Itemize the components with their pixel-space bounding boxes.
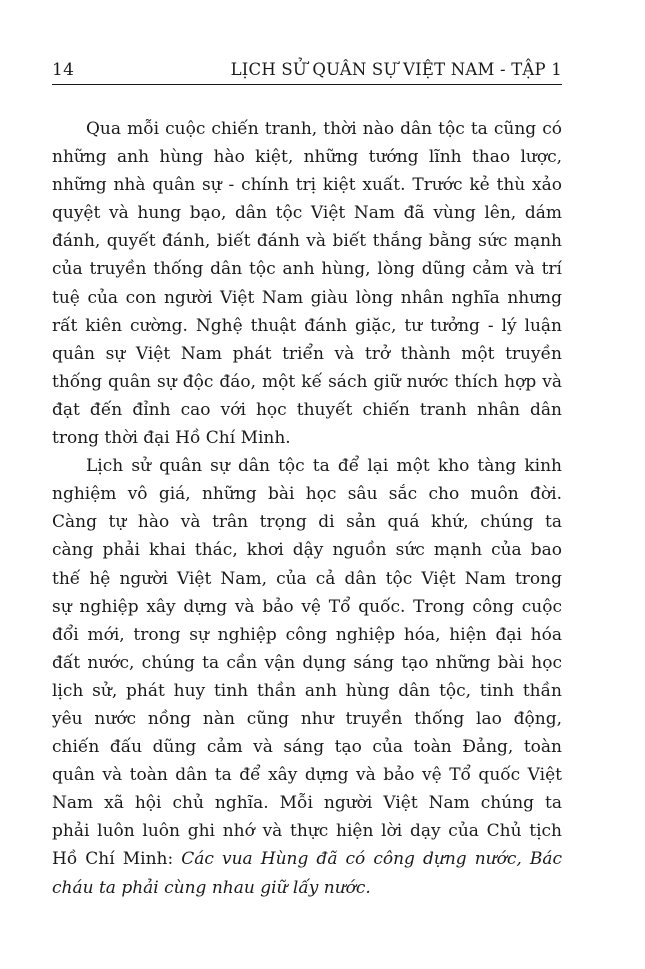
text-line: đất nước, chúng ta cần vận dụng sáng tạo những bài học — [52, 652, 562, 673]
text-line: quân sự Việt Nam phát triển và trở thành một truyền — [52, 343, 562, 364]
text-line: đổi mới, trong sự nghiệp công nghiệp hóa, hiện đại hóa — [52, 624, 562, 645]
text-line: Nam xã hội chủ nghĩa. Mỗi người Việt Nam chúng ta — [52, 793, 562, 814]
page-header — [52, 56, 562, 85]
text-line: đánh, quyết đánh, biết đánh và biết thắng bằng sức mạnh — [52, 231, 562, 252]
paragraph-2 — [52, 452, 562, 902]
text-line: thống quân sự độc đáo, một kế sách giữ nước thích hợp và — [52, 371, 562, 392]
text-line: chiến đấu dũng cảm và sáng tạo của toàn Đảng, toàn — [52, 737, 562, 758]
text-line: Lịch sử quân sự dân tộc ta để lại một kho tàng kinh — [86, 456, 562, 477]
text-line: đạt đến đỉnh cao với học thuyết chiến tranh nhân dân — [52, 399, 562, 420]
text-line: lịch sử, phát huy tinh thần anh hùng dân tộc, tinh thần — [52, 680, 562, 701]
running-title: LỊCH SỬ QUÂN SỰ VIỆT NAM - TẬP 1 — [230, 60, 562, 79]
text-line: Càng tự hào và trân trọng di sản quá khứ, chúng ta — [52, 512, 562, 533]
text-line: nghiệm vô giá, những bài học sâu sắc cho muôn đời. — [52, 484, 562, 505]
page-number: 14 — [52, 60, 75, 80]
text-line: rất kiên cường. Nghệ thuật đánh giặc, tư tưởng - lý luận — [52, 315, 562, 336]
quote-italic: Các vua Hùng đã có công dựng nước, Bác — [181, 849, 562, 870]
quote-line — [52, 845, 562, 873]
text-line: phải luôn luôn ghi nhớ và thực hiện lời dạy của Chủ tịch — [52, 821, 562, 842]
text-line: tuệ của con người Việt Nam giàu lòng nhân nghĩa nhưng — [52, 287, 562, 308]
text-line: quân và toàn dân ta để xây dựng và bảo vệ Tổ quốc Việt — [52, 765, 562, 786]
quote-prefix: Hồ Chí Minh: — [52, 849, 182, 870]
text-line: càng phải khai thác, khơi dậy nguồn sức mạnh của bao — [52, 540, 562, 561]
text-line: Qua mỗi cuộc chiến tranh, thời nào dân tộc ta cũng có — [86, 119, 562, 139]
text-line: sự nghiệp xây dựng và bảo vệ Tổ quốc. Trong công cuộc — [52, 596, 562, 617]
text-line: trong thời đại Hồ Chí Minh. — [52, 428, 291, 449]
text-line: thế hệ người Việt Nam, của cả dân tộc Việt Nam trong — [52, 568, 562, 589]
text-line: quyệt và hung bạo, dân tộc Việt Nam đã vùng lên, dám — [52, 203, 562, 224]
text-line: những anh hùng hào kiệt, những tướng lĩnh thao lược, — [52, 147, 562, 168]
text-line: những nhà quân sự - chính trị kiệt xuất. Trước kẻ thù xảo — [52, 175, 562, 196]
quote-line: cháu ta phải cùng nhau giữ lấy nước. — [52, 877, 371, 898]
body-text — [52, 115, 562, 902]
paragraph-1 — [52, 115, 562, 452]
text-line: của truyền thống dân tộc anh hùng, lòng dũng cảm và trí — [52, 259, 562, 280]
text-line: yêu nước nồng nàn cũng như truyền thống lao động, — [52, 708, 562, 729]
